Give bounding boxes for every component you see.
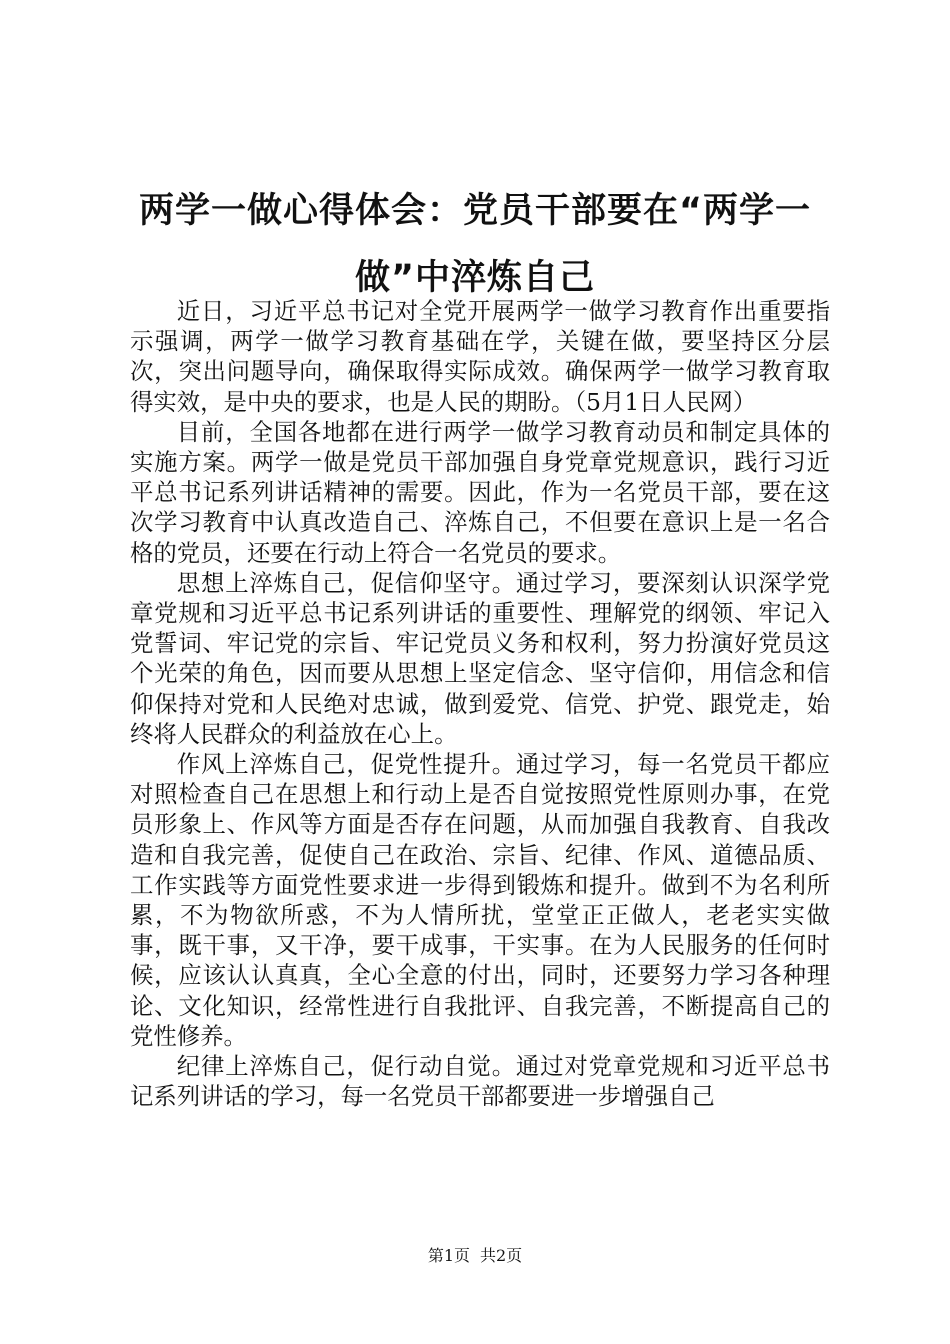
paragraph-style: 作风上淬炼自己，促党性提升。通过学习，每一名党员干都应对照检查自己在思想上和行动上是否自觉按照党性原则办事，在党员形象上、作风等方面是否存在问题，从而加强自我教育、自我改造和自我完善，促使自己在政治、宗旨、纪律、作风、道德品质、工作实践等方面党性要求进一步得到锻炼和提升。做到不为名利所累，不为物欲所惑，不为人情所扰，堂堂正正做人，老老实实做事，既干事，又干净，要干成事，干实事。在为人民服务的任何时候，应该认认真真，全心全意的付出，同时，还要努力学习各种理论、文化知识，经常性进行自我批评、自我完善，不断提高自己的党性修养。 [130, 750, 830, 1050]
paragraph-intro: 近日，习近平总书记对全党开展两学一做学习教育作出重要指示强调，两学一做学习教育基础在学，关键在做，要坚持区分层次，突出问题导向，确保取得实际成效。确保两学一做学习教育取得实效，是中央的要求，也是人民的期盼。（5月1日人民网） [130, 297, 830, 416]
paragraph-thought: 思想上淬炼自己，促信仰坚守。通过学习，要深刻认识深学党章党规和习近平总书记系列讲话的重要性、理解党的纲领、牢记入党誓词、牢记党的宗旨、牢记党员义务和权利，努力扮演好党员这个光荣的角色，因而要从思想上坚定信念、坚守信仰，用信念和信仰保持对党和人民绝对忠诚，做到爱党、信党、护党、跟党走，始终将人民群众的利益放在心上。 [130, 568, 830, 748]
page-total: 共2页 [480, 1246, 523, 1265]
document-body [130, 296, 830, 1111]
title-line-1: 两学一做心得体会：党员干部要在“两学一 [138, 191, 811, 231]
paragraph-discipline: 纪律上淬炼自己，促行动自觉。通过对党章党规和习近平总书记系列讲话的学习，每一名党员干部都要进一步增强自己 [130, 1052, 830, 1111]
page-number: 第1页 [427, 1246, 470, 1265]
document-title [120, 178, 830, 312]
paragraph-background: 目前，全国各地都在进行两学一做学习教育动员和制定具体的实施方案。两学一做是党员干部加强自身党章党规意识，践行习近平总书记系列讲话精神的需要。因此，作为一名党员干部，要在这次学习教育中认真改造自己、淬炼自己，不但要在意识上是一名合格的党员，还要在行动上符合一名党员的要求。 [130, 417, 830, 567]
page-footer [0, 1246, 950, 1266]
title-line-2: 做”中淬炼自己 [354, 258, 595, 298]
